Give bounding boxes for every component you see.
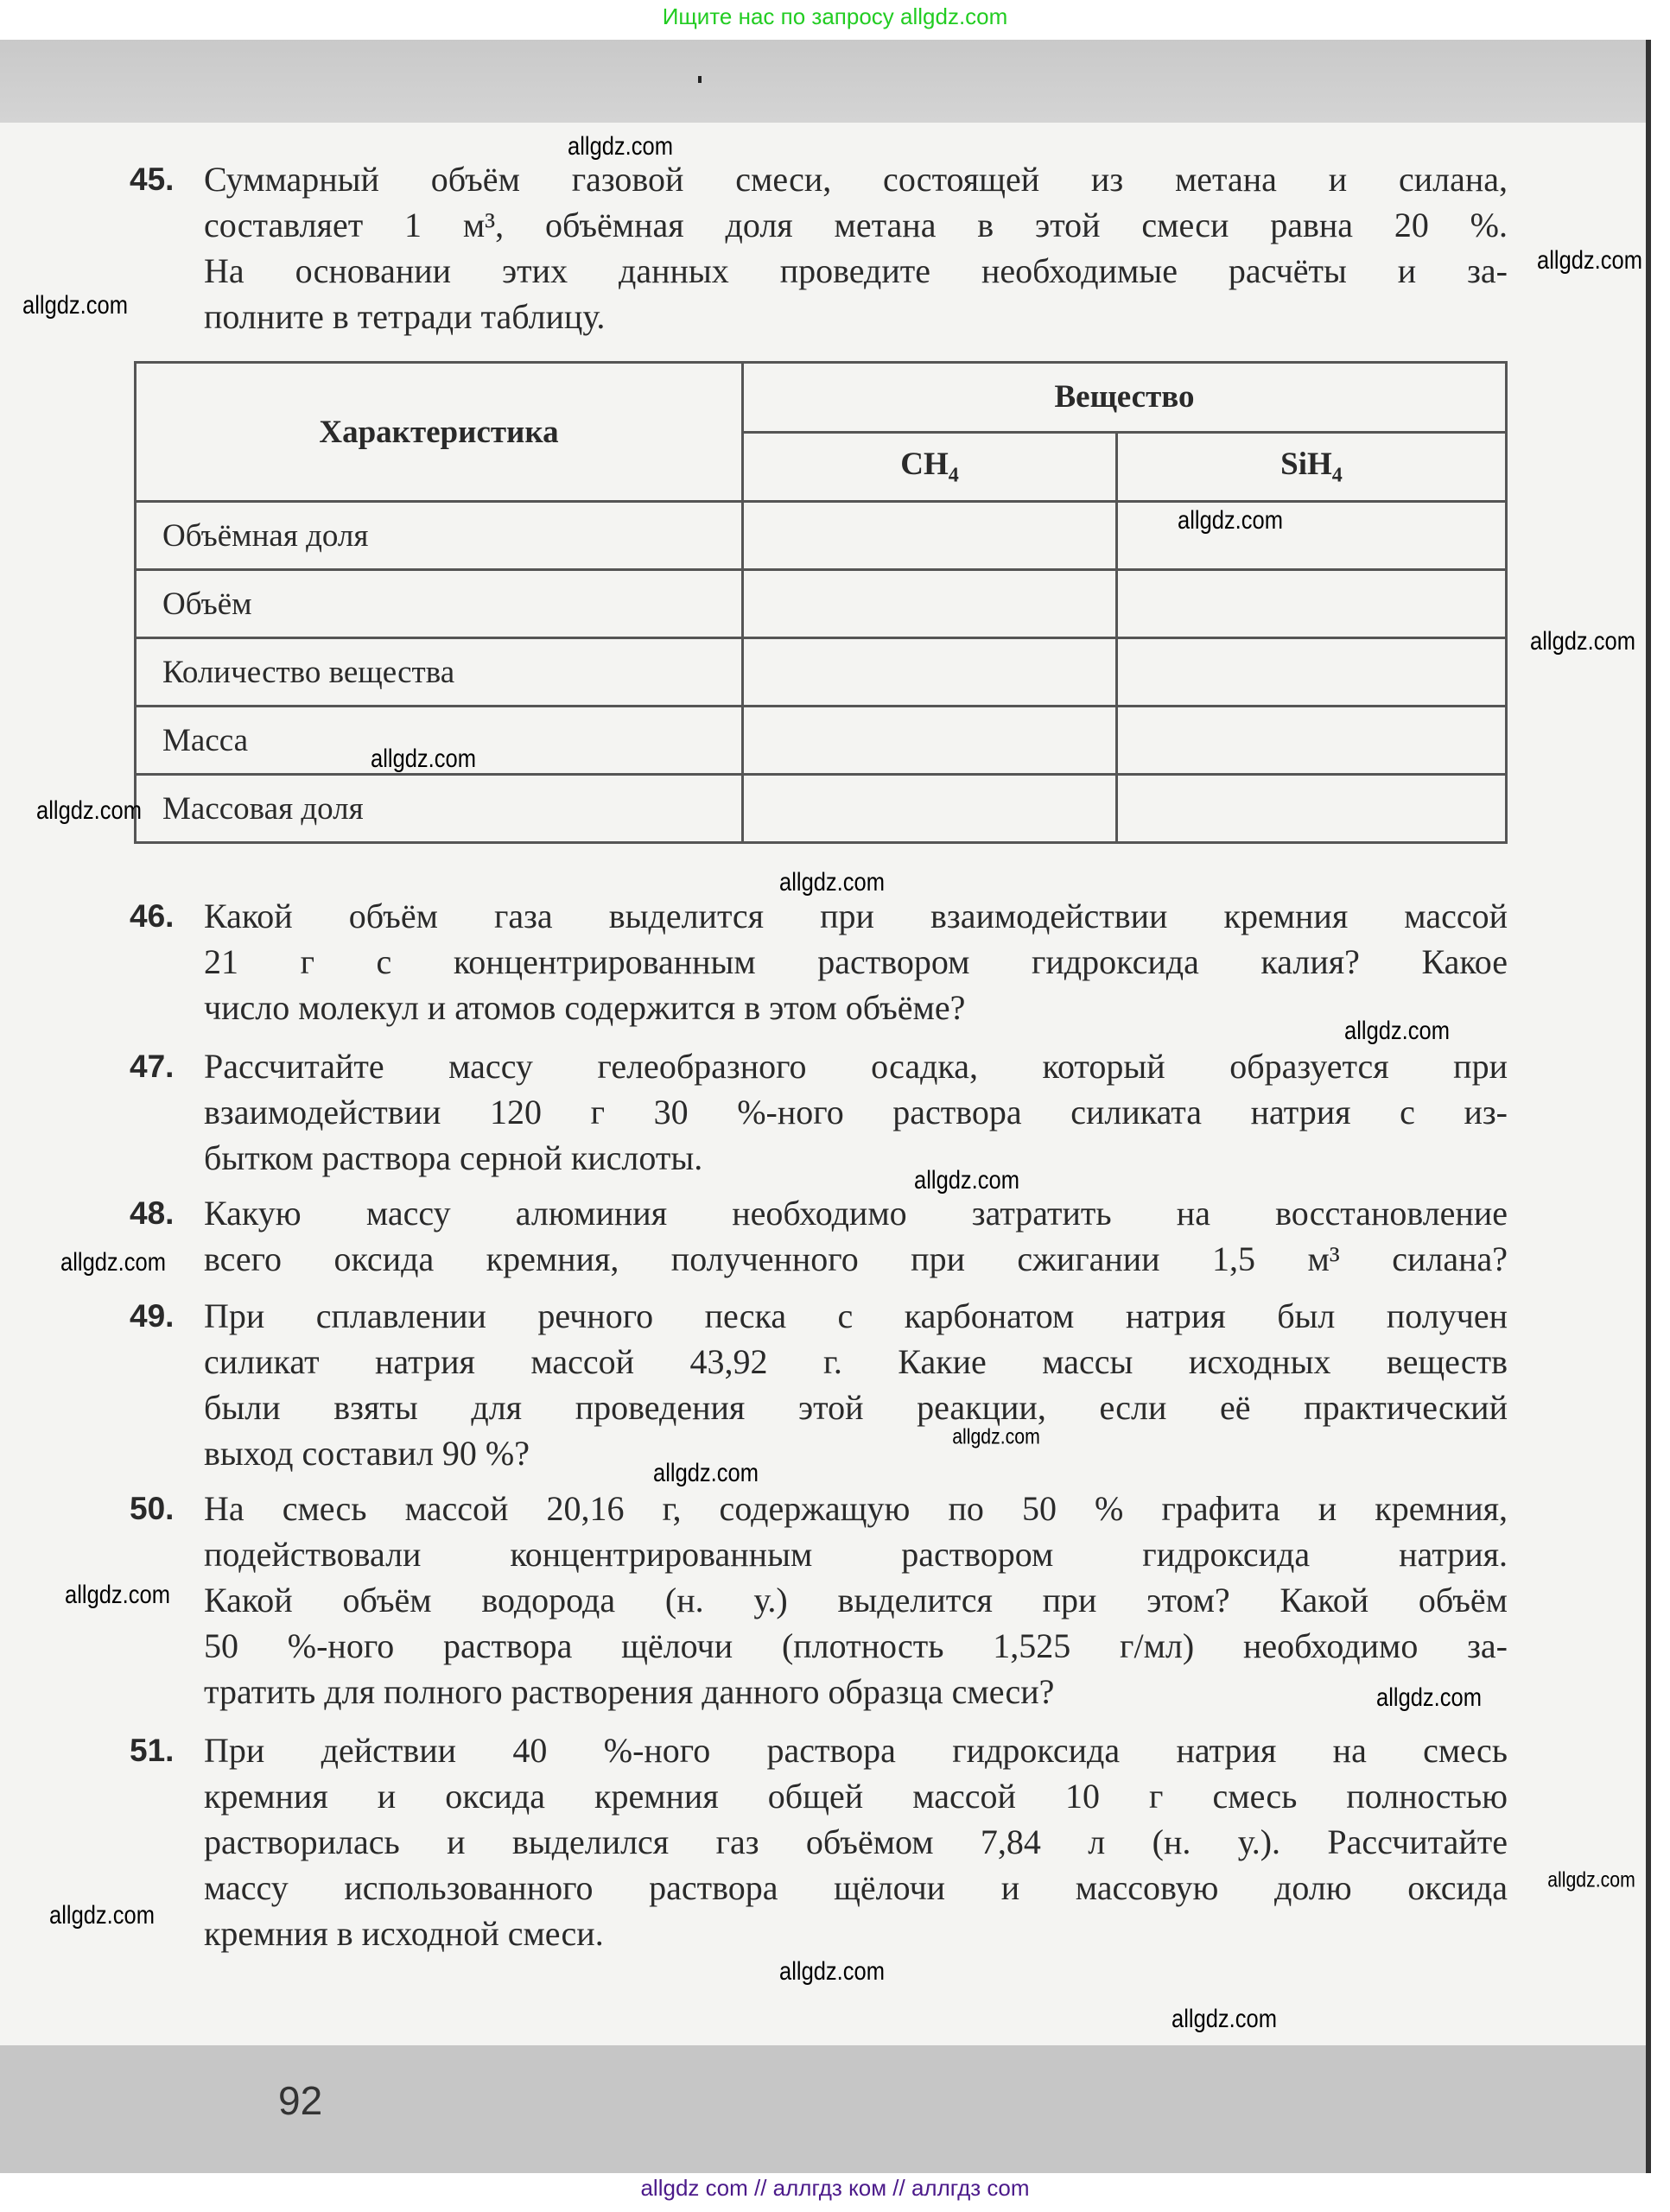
cell-ch4 [743,707,1117,775]
watermark: allgdz.com [952,1424,1040,1449]
bottom-banner[interactable]: allgdz com // аллгдз ком // аллгдз com [640,2175,1030,2201]
text-line: кремния и оксида кремния общей массой 10 г смесь полностью [204,1777,1508,1816]
problem-number: 47. [130,1049,175,1084]
watermark: allgdz.com [371,745,476,773]
cell-ch4 [743,570,1117,638]
text-line: Суммарный объём газовой смеси, состоящей из метана и силана, [204,160,1508,199]
watermark: allgdz.com [60,1248,166,1277]
characteristics-table [134,361,1508,844]
problem-49 [130,1293,1508,1476]
text-line: кремния в исходной смеси. [204,1914,604,1953]
problem-number: 49. [130,1298,175,1334]
table-row [136,638,1507,707]
cell-ch4 [743,638,1117,707]
text-line: взаимодействии 120 г 30 %-ного раствора силиката натрия с из- [204,1093,1508,1131]
text-line: подействовали концентрированным раствором гидроксида натрия. [204,1535,1508,1574]
page-number: 92 [278,2078,323,2123]
watermark: allgdz.com [1530,627,1635,656]
text-line: При сплавлении речного песка с карбонатом натрия был получен [204,1296,1508,1335]
text-line: тратить для полного растворения данного образца смеси? [204,1672,1055,1711]
watermark: allgdz.com [1376,1683,1482,1712]
table-row [136,775,1507,843]
text-line: выход составил 90 %? [204,1434,530,1473]
row-label: Объём [136,570,743,638]
page-bottom-margin [0,2045,1646,2173]
watermark: allgdz.com [1344,1017,1450,1045]
problem-46 [130,893,1508,1030]
watermark: allgdz.com [779,1957,885,1986]
watermark: allgdz.com [779,868,885,897]
text-line: растворилась и выделился газ объёмом 7,84 л (н. у.). Рассчитайте [204,1822,1508,1861]
problem-45 [130,156,1508,339]
text-line: Какой объём водорода (н. у.) выделится при этом? Какой объём [204,1581,1508,1619]
scan-speck [698,76,702,83]
text-line: 50 %-ного раствора щёлочи (плотность 1,525 г/мл) необходимо за- [204,1626,1508,1665]
problem-number: 46. [130,898,175,934]
table-row [136,502,1507,570]
problem-number: 50. [130,1491,175,1526]
cell-sih4 [1117,570,1507,638]
header-ch4: $CH_4$ [743,432,1117,502]
watermark: allgdz.com [49,1901,155,1930]
watermark: allgdz.com [22,291,128,320]
watermark: allgdz.com [568,132,673,161]
header-sih4: SiH$_4$ [1117,432,1507,502]
page-top-margin [0,40,1646,123]
problem-48 [130,1190,1508,1282]
row-label: Масса [136,707,743,775]
text-line: При действии 40 %-ного раствора гидроксида натрия на смесь [204,1731,1508,1770]
problem-number: 51. [130,1733,175,1768]
watermark: allgdz.com [1172,2005,1277,2033]
watermark: allgdz.com [1178,506,1283,535]
problem-number: 45. [130,162,175,197]
text-line: число молекул и атомов содержится в этом объёме? [204,988,966,1027]
text-line: составляет 1 м³, объёмная доля метана в этой смеси равна 20 %. [204,206,1508,244]
table-row [136,570,1507,638]
header-substance: Вещество [743,363,1507,433]
text-line: На смесь массой 20,16 г, содержащую по 50 % графита и кремния, [204,1489,1508,1528]
cell-ch4 [743,775,1117,843]
table-row [136,707,1507,775]
text-line: были взяты для проведения этой реакции, если её практический [204,1388,1508,1427]
text-line: силикат натрия массой 43,92 г. Какие массы исходных веществ [204,1342,1508,1381]
watermark: allgdz.com [653,1459,759,1487]
cell-ch4 [743,502,1117,570]
text-line: бытком раствора серной кислоты. [204,1138,703,1177]
problem-47 [130,1043,1508,1181]
problem-51 [130,1727,1508,1956]
watermark: allgdz.com [65,1581,170,1609]
watermark: allgdz.com [914,1166,1019,1195]
watermark: allgdz.com [1547,1867,1635,1892]
text-line: 21 г с концентрированным раствором гидроксида калия? Какое [204,942,1508,981]
cell-sih4 [1117,638,1507,707]
cell-sih4 [1117,707,1507,775]
header-characteristic: Характеристика [136,363,743,502]
cell-sih4 [1117,775,1507,843]
text-line: Какой объём газа выделится при взаимодействии кремния массой [204,897,1508,935]
problem-50 [130,1486,1508,1714]
top-banner[interactable]: Ищите нас по запросу allgdz.com [662,3,1008,29]
watermark: allgdz.com [1537,246,1642,275]
text-line: На основании этих данных проведите необходимые расчёты и за- [204,251,1508,290]
text-line: полните в тетради таблицу. [204,297,606,336]
row-label: Массовая доля [136,775,743,843]
text-line: Какую массу алюминия необходимо затратить на восстановление [204,1194,1508,1233]
watermark: allgdz.com [36,796,142,825]
text-line: всего оксида кремния, полученного при сжигании 1,5 м³ силана? [204,1239,1508,1278]
problem-number: 48. [130,1195,175,1231]
text-line: массу использованного раствора щёлочи и массовую долю оксида [204,1868,1508,1907]
row-label: Количество вещества [136,638,743,707]
row-label: Объёмная доля [136,502,743,570]
cell-sih4 [1117,502,1507,570]
text-line: Рассчитайте массу гелеобразного осадка, который образуется при [204,1047,1508,1086]
